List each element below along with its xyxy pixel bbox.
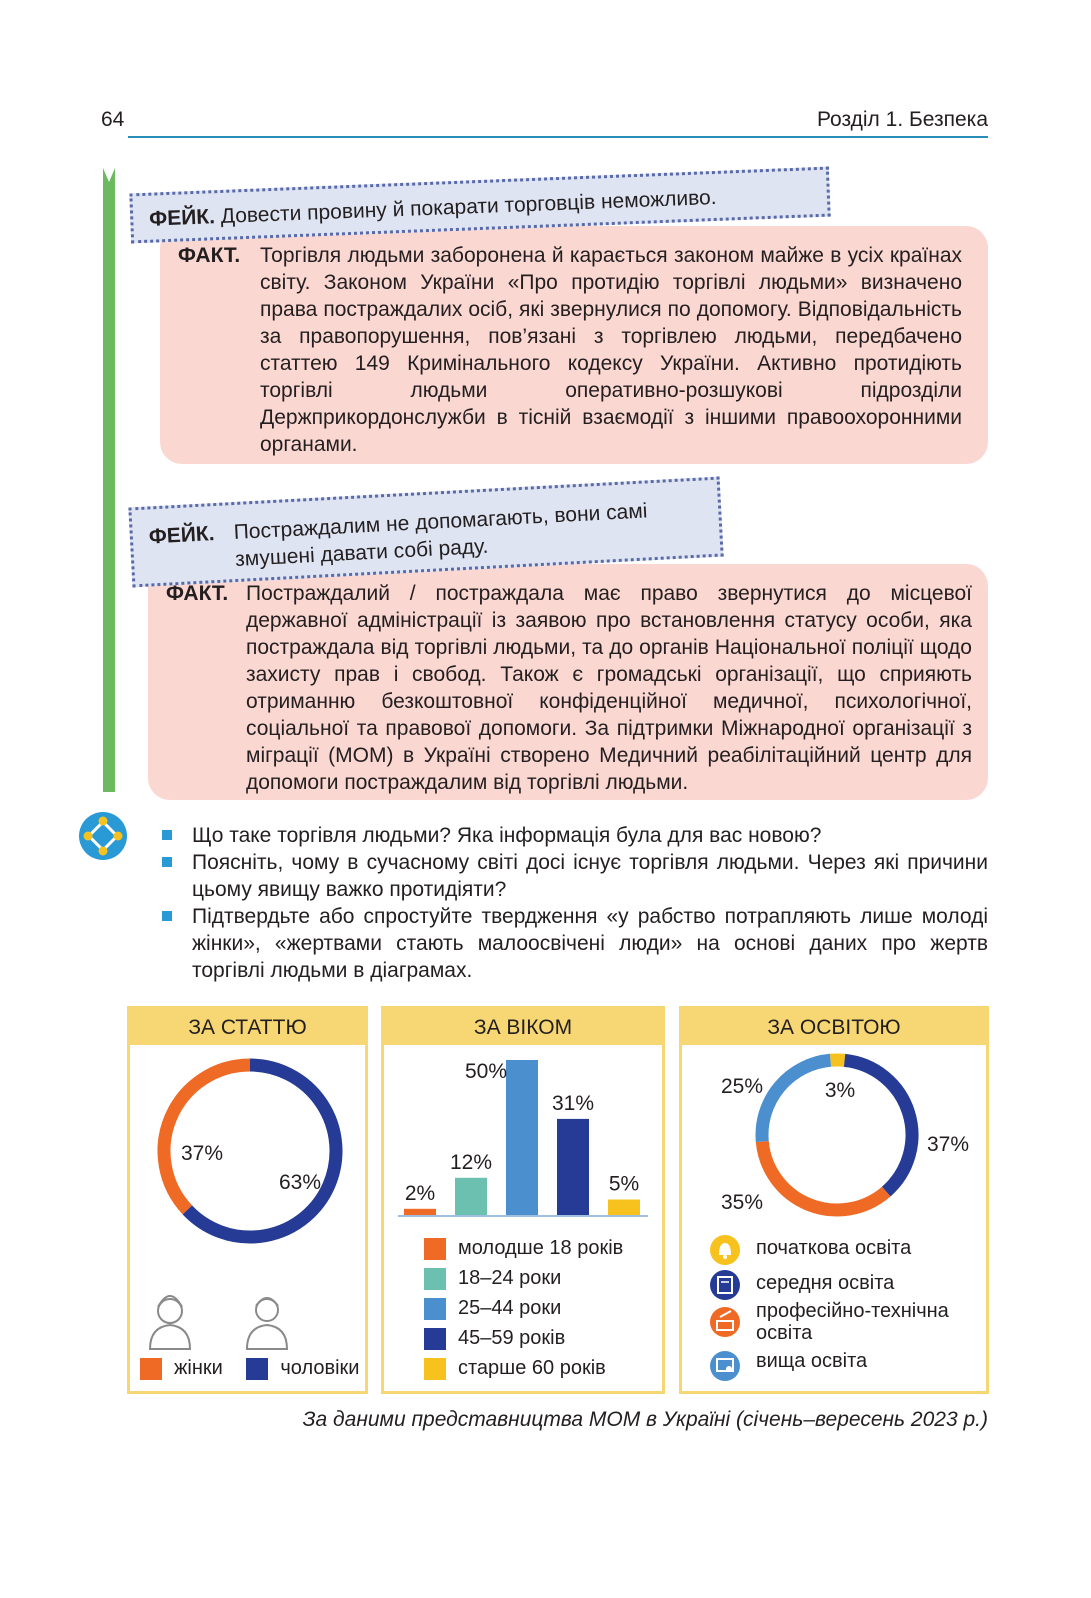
legend-label: вища освіта <box>756 1350 868 1372</box>
legend-item <box>756 1272 986 1300</box>
data-label: 25% <box>720 1075 764 1098</box>
chart-panel-sex <box>127 1006 368 1394</box>
book-icon <box>710 1270 740 1300</box>
fact-box-2 <box>148 564 988 800</box>
fact-text: Постраждалий / постраждала має право звернутися до місцевої державної адміністрації із заявою про встановлення статусу особи, яка постраждала від торгівлі людьми, та до органів Національної поліції щодо захисту прав і свобод. Також є громадські організації, що сприяють отриманню безкоштовної конфіденційної медичної, психологічної, соціальної та правової допомоги. За підтримки Міжнародної організації з міграції (МОМ) в Україні створено Медичний реабілітаційний центр для допомоги постраждалим від торгівлі людьми. <box>246 582 972 794</box>
chart-legend <box>424 1233 623 1383</box>
female-figure-icon <box>150 1296 190 1349</box>
legend-label: 18–24 роки <box>458 1267 562 1289</box>
fact-box-1 <box>160 226 988 464</box>
question-item: Поясніть, чому в сучасному світі досі існує торгівля людьми. Через які причини цьому явищу важко протидіяти? <box>158 849 988 903</box>
legend-swatch <box>246 1358 268 1380</box>
bar <box>455 1178 487 1215</box>
legend-item <box>424 1233 623 1263</box>
fake-text: Постраждалим не допомагають, вони самі змушені давати собі раду. <box>233 499 648 572</box>
legend-item <box>140 1353 223 1383</box>
diploma-icon <box>710 1351 740 1381</box>
chart-panel-education <box>679 1006 989 1394</box>
legend-item <box>424 1353 623 1383</box>
bar <box>557 1119 589 1215</box>
data-label: 35% <box>720 1191 764 1214</box>
header-rule <box>128 136 988 138</box>
legend-swatch <box>424 1238 446 1260</box>
question-item: Підтвердьте або спростуйте твердження «у рабство потрапляють лише молоді жінки», «жертвами стають малоосвічені люди» на основі даних про жертв торгівлі людьми в діаграмах. <box>158 903 988 984</box>
chart-panel-age <box>381 1006 665 1394</box>
data-label: 63% <box>278 1171 322 1194</box>
bar <box>404 1209 436 1215</box>
data-label: 2% <box>404 1181 436 1205</box>
legend-label: професійно-технічна освіта <box>756 1300 949 1344</box>
legend-item <box>246 1353 359 1383</box>
legend-swatch <box>424 1328 446 1350</box>
data-label: 12% <box>449 1150 493 1174</box>
data-label: 37% <box>180 1142 224 1165</box>
legend-label: початкова освіта <box>756 1237 912 1259</box>
legend-label: старше 60 років <box>458 1357 606 1379</box>
legend-swatch <box>424 1298 446 1320</box>
bar <box>506 1060 538 1215</box>
data-label: 3% <box>824 1079 856 1102</box>
legend-label: 45–59 років <box>458 1327 566 1349</box>
legend-item <box>424 1293 623 1323</box>
fake-label: ФЕЙК. <box>148 205 216 231</box>
chart-sex-svg <box>130 1045 365 1391</box>
chart-legend <box>756 1237 986 1372</box>
fact-label: ФАКТ. <box>166 582 229 605</box>
legend-label: чоловіки <box>280 1357 360 1379</box>
donut-slice <box>762 1060 830 1141</box>
data-label: 5% <box>608 1172 640 1196</box>
chart-age-svg <box>384 1045 662 1225</box>
legend-label: середня освіта <box>756 1272 895 1294</box>
fake-text: Довести провину й покарати торговців неможливо. <box>220 185 717 228</box>
section-title: Розділ 1. Безпека <box>816 108 988 131</box>
chart-title: ЗА СТАТТЮ <box>130 1009 365 1045</box>
legend-label: жінки <box>174 1357 223 1379</box>
legend-swatch <box>140 1358 162 1380</box>
data-label: 50% <box>464 1060 508 1083</box>
page-number: 64 <box>101 108 125 131</box>
legend-label: молодше 18 років <box>458 1237 624 1259</box>
data-label: 37% <box>926 1133 970 1156</box>
data-label: 31% <box>551 1091 595 1115</box>
donut-slice <box>762 1142 886 1210</box>
green-side-bar <box>103 168 115 792</box>
legend-label: 25–44 роки <box>458 1297 562 1319</box>
legend-swatch <box>424 1268 446 1290</box>
source-caption: За даними представництва МОМ в Україні (січень–вересень 2023 р.) <box>302 1408 988 1431</box>
questions-list <box>158 822 988 984</box>
legend-item <box>756 1300 986 1350</box>
green-arrow-notch <box>103 168 115 182</box>
fact-label: ФАКТ. <box>178 244 241 267</box>
bar <box>608 1200 640 1216</box>
tools-icon <box>710 1307 740 1337</box>
legend-swatch <box>424 1358 446 1380</box>
donut-slice <box>164 1065 250 1210</box>
legend-item <box>424 1323 623 1353</box>
discussion-icon <box>78 811 128 861</box>
legend-item <box>756 1237 986 1272</box>
fake-label: ФЕЙК. <box>148 522 216 549</box>
legend-item <box>756 1350 986 1372</box>
bell-icon <box>710 1235 740 1265</box>
fact-text: Торгівля людьми заборонена й карається законом майже в усіх країнах світу. Законом України «Про протидію торгівлі людьми» визначено права постраждалих осіб, які звернулися по допомогу. Відповідальність за правопорушення, пов’язані з торгівлею людьми, передбачено статтею 149 Кримінального кодексу України. Активно протидіють торгівлі людьми оперативно-розшукові підрозділи Держприкордонслужби в тісній взаємодії з іншими правоохоронними органами. <box>260 244 962 456</box>
legend-item <box>424 1263 623 1293</box>
chart-title: ЗА ОСВІТОЮ <box>682 1009 986 1045</box>
chart-legend <box>140 1353 359 1383</box>
male-figure-icon <box>247 1298 287 1349</box>
question-item: Що таке торгівля людьми? Яка інформація була для вас новою? <box>158 822 988 849</box>
chart-title: ЗА ВІКОМ <box>384 1009 662 1045</box>
